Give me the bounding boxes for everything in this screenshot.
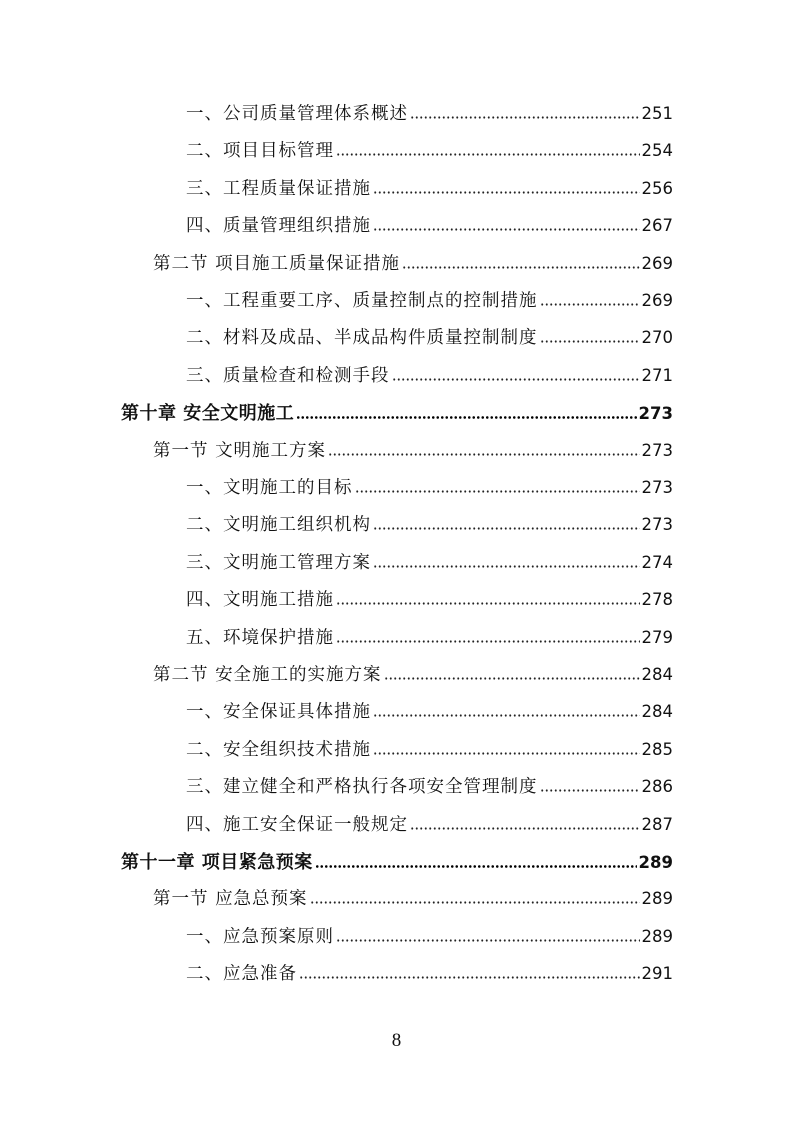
toc-entry[interactable] xyxy=(186,100,673,130)
toc-entry-title: 三、文明施工管理方案 xyxy=(186,552,371,573)
toc-entry[interactable] xyxy=(121,399,673,429)
toc-entry[interactable] xyxy=(186,811,673,841)
toc-entry-title: 二、项目目标管理 xyxy=(186,141,334,162)
toc-entry[interactable] xyxy=(186,362,673,392)
toc-entry-page: 273 xyxy=(641,440,673,460)
toc-entry-page: 278 xyxy=(641,590,673,610)
toc-dot-leader xyxy=(355,475,640,493)
toc-entry-page: 284 xyxy=(641,665,673,684)
toc-entry-title: 二、文明施工组织机构 xyxy=(186,515,371,536)
toc-dot-leader xyxy=(310,886,640,904)
toc-entry-title: 三、工程质量保证措施 xyxy=(186,178,371,199)
toc-entry[interactable] xyxy=(186,773,673,803)
toc-entry-page: 273 xyxy=(641,478,673,497)
toc-dot-leader xyxy=(373,213,640,231)
toc-dot-leader xyxy=(328,438,639,456)
toc-entry-page: 291 xyxy=(641,964,673,984)
toc-dot-leader xyxy=(336,625,640,643)
toc-dot-leader xyxy=(540,288,640,306)
toc-dot-leader xyxy=(402,251,639,269)
toc-entry[interactable] xyxy=(186,586,673,616)
page-number: 8 xyxy=(391,1030,402,1051)
toc-entry-title: 一、文明施工的目标 xyxy=(186,478,353,498)
toc-dot-leader xyxy=(410,101,640,119)
toc-entry-title: 第一节 应急总预案 xyxy=(153,889,308,910)
toc-entry-page: 251 xyxy=(641,104,673,123)
toc-entry[interactable] xyxy=(186,624,673,654)
toc-entry-title: 一、工程重要工序、质量控制点的控制措施 xyxy=(186,291,538,311)
toc-dot-leader xyxy=(336,587,640,605)
toc-dot-leader xyxy=(315,850,637,868)
toc-dot-leader xyxy=(410,812,640,830)
toc-entry-page: 271 xyxy=(641,365,673,385)
toc-entry-page: 254 xyxy=(641,141,673,161)
toc-entry[interactable] xyxy=(186,736,673,766)
toc-entry-page: 289 xyxy=(638,853,673,872)
toc-entry-page: 284 xyxy=(641,702,673,722)
toc-entry[interactable] xyxy=(186,923,673,953)
toc-dot-leader xyxy=(392,363,640,381)
toc-entry[interactable] xyxy=(153,250,673,280)
toc-entry-page: 286 xyxy=(641,777,673,797)
toc-entry-page: 289 xyxy=(641,926,673,946)
toc-entry[interactable] xyxy=(186,549,673,579)
toc-entry-page: 270 xyxy=(641,328,673,348)
toc-entry[interactable] xyxy=(186,960,673,990)
toc-dot-leader xyxy=(299,961,640,979)
toc-dot-leader xyxy=(373,550,640,568)
toc-dot-leader xyxy=(373,512,640,530)
toc-entry-title: 四、施工安全保证一般规定 xyxy=(186,814,408,835)
toc-entry[interactable] xyxy=(186,698,673,728)
toc-entry[interactable] xyxy=(121,848,673,878)
toc-entry-title: 第十章 安全文明施工 xyxy=(121,403,295,425)
toc-entry-title: 二、安全组织技术措施 xyxy=(186,739,371,760)
toc-dot-leader xyxy=(373,176,640,194)
toc-entry-page: 279 xyxy=(641,627,673,647)
toc-entry-title: 二、材料及成品、半成品构件质量控制制度 xyxy=(186,328,538,349)
toc-entry-page: 285 xyxy=(641,739,673,759)
toc-entry[interactable] xyxy=(153,885,673,915)
toc-entry-title: 五、环境保护措施 xyxy=(186,627,334,648)
toc-dot-leader xyxy=(373,699,640,717)
toc-entry-title: 第十一章 项目紧急预案 xyxy=(121,852,313,873)
toc-entry[interactable] xyxy=(153,437,673,467)
toc-entry-title: 三、质量检查和检测手段 xyxy=(186,365,390,386)
toc-dot-leader xyxy=(336,138,640,156)
toc-entry[interactable] xyxy=(186,511,673,541)
toc-entry-title: 第二节 安全施工的实施方案 xyxy=(153,665,382,685)
toc-dot-leader xyxy=(296,401,636,419)
toc-entry[interactable] xyxy=(186,287,673,317)
toc-entry[interactable] xyxy=(186,137,673,167)
toc-dot-leader xyxy=(540,325,640,343)
toc-entry-page: 289 xyxy=(641,889,673,909)
toc-entry-title: 第二节 项目施工质量保证措施 xyxy=(153,253,401,274)
toc-entry-page: 269 xyxy=(641,253,673,273)
toc-entry-title: 四、质量管理组织措施 xyxy=(186,216,371,237)
toc-entry-title: 三、建立健全和严格执行各项安全管理制度 xyxy=(186,777,538,798)
toc-entry-page: 273 xyxy=(638,404,673,424)
toc-entry-title: 二、应急准备 xyxy=(186,964,297,985)
toc-entry[interactable] xyxy=(186,324,673,354)
toc-entry-page: 267 xyxy=(641,216,673,236)
toc-entry[interactable] xyxy=(153,661,673,691)
toc-entry-page: 274 xyxy=(641,552,673,572)
toc-entry-page: 269 xyxy=(641,291,673,310)
toc-entry-title: 一、安全保证具体措施 xyxy=(186,702,371,723)
toc-entry[interactable] xyxy=(186,212,673,242)
toc-dot-leader xyxy=(373,737,640,755)
toc-dot-leader xyxy=(540,774,640,792)
toc-entry-page: 287 xyxy=(641,814,673,834)
toc-entry-title: 第一节 文明施工方案 xyxy=(153,440,327,461)
toc-entry-page: 273 xyxy=(641,515,673,535)
toc-entry-title: 一、公司质量管理体系概述 xyxy=(186,104,408,124)
toc-entry[interactable] xyxy=(186,474,673,504)
toc-entry[interactable] xyxy=(186,175,673,205)
toc-dot-leader xyxy=(384,662,640,680)
toc-dot-leader xyxy=(336,924,640,942)
toc-entry-page: 256 xyxy=(641,178,673,198)
toc-entry-title: 一、应急预案原则 xyxy=(186,926,334,947)
toc-entry-title: 四、文明施工措施 xyxy=(186,590,334,611)
